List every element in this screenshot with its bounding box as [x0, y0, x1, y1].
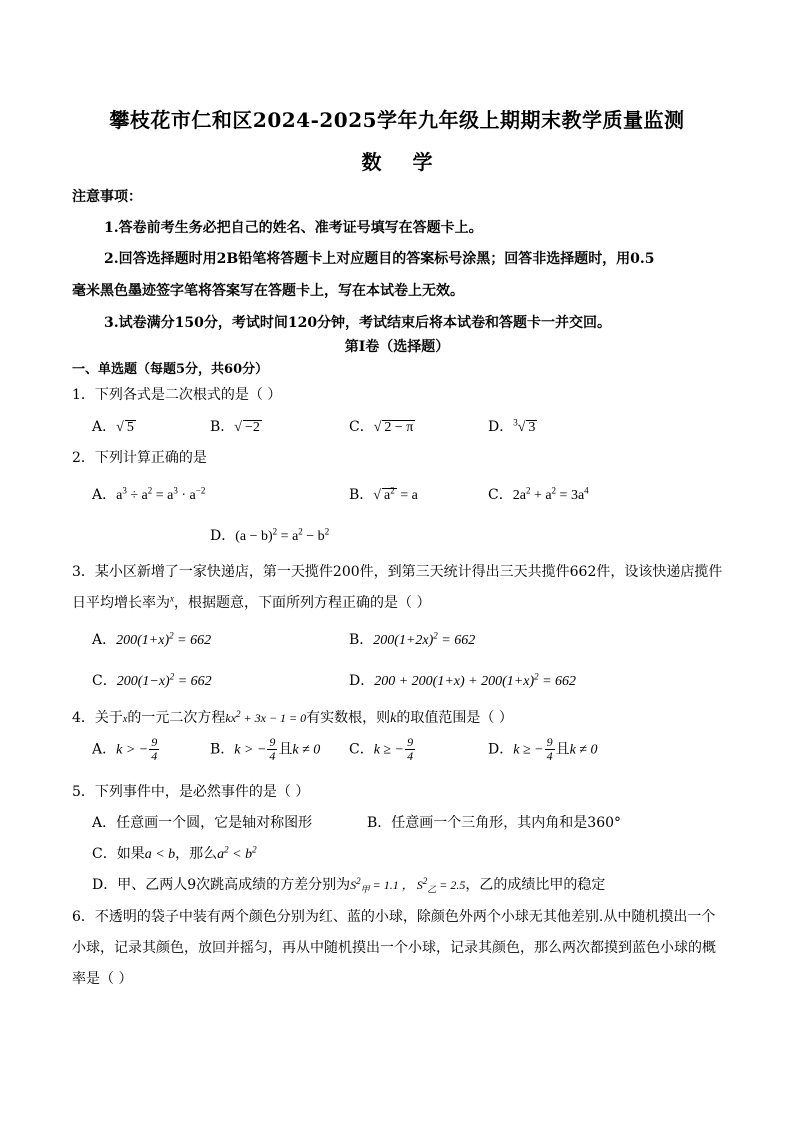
question-2-option-b: B．√ $a^2 = a$	[349, 485, 418, 503]
question-1-stem: 1．下列各式是二次根式的是（ ）	[72, 387, 282, 403]
question-3-option-c: C．$200(1-x)^2 = 662$	[92, 671, 212, 689]
question-2-stem: 2．下列计算正确的是	[72, 450, 207, 466]
question-2-option-c: C．$2a^2 + a^2 = 3a^4$	[488, 485, 589, 503]
question-5-option-b: B．任意画一个三角形，其内角和是360°	[367, 815, 622, 831]
question-3-option-a: A．$200(1+x)^2 = 662$	[92, 630, 212, 648]
section-title: 一、单选题（每题5分，共60分）	[72, 362, 269, 377]
question-1-option-c: C．√ 2 − π	[349, 419, 414, 435]
question-4-option-d: D．k ≥ − $\frac{9}{4}$ 且k ≠ 0	[488, 735, 598, 763]
subject-char-2: 学	[412, 150, 433, 174]
notice-heading: 注意事项：	[72, 189, 142, 205]
question-4-stem: 4．关于x的一元二次方程$kx^2 + 3x - 1 = 0$有实数根，则k的取值范围是（ ）	[72, 709, 513, 726]
notice-item-3: 3.试卷满分150分，考试时间120分钟，考试结束后将本试卷和答题卡一并交回。	[104, 315, 612, 331]
question-1-option-d: D．$^3$√ 3	[488, 417, 536, 435]
question-6-line-2: 小球，记录其颜色，放回并摇匀，再从中随机摸出一个小球，记录其颜色，那么两次都摸到蓝色小球的概	[72, 940, 716, 956]
question-2-option-d: D．$(a - b)^2 = a^2 - b^2$	[210, 526, 330, 544]
question-3-option-d: D．$200 + 200(1+x) + 200(1+x)^2 = 662$	[349, 671, 577, 689]
question-3-option-b: B．$200(1+2x)^2 = 662$	[349, 630, 476, 648]
question-4-option-c: C．k ≥ − $\frac{9}{4}$	[349, 735, 414, 763]
part-title: 第Ⅰ卷（选择题）	[344, 339, 450, 355]
question-1-option-b: B．√ −2	[210, 419, 260, 435]
subject-title	[0, 146, 794, 175]
subject-char-1: 数	[361, 150, 382, 174]
notice-item-1: 1.答卷前考生务必把自己的姓名、准考证号填写在答题卡上。	[104, 220, 483, 236]
exam-title: 攀枝花市仁和区2024-2025学年九年级上期期末教学质量监测	[109, 108, 685, 132]
question-4-option-a: A．k > − $\frac{9}{4}$	[92, 735, 158, 763]
question-5-option-d: D．甲、乙两人9次跳高成绩的方差分别为$S^2_甲 = 1.1$ ， $S^2_乙 = 2.5$，乙的成绩比甲的稳定	[92, 876, 606, 895]
notice-item-2-line-1: 2.回答选择题时用2B铅笔将答题卡上对应题目的答案标号涂黑；回答非选择题时，用0.5	[104, 251, 655, 267]
notice-item-2-line-2: 毫米黑色墨迹签字笔将答案写在答题卡上，写在本试卷上无效。	[72, 283, 464, 299]
question-4-option-b: B．k > − $\frac{9}{4}$ 且k ≠ 0	[210, 735, 321, 763]
question-2-option-a: A．$a^3 \div a^2 = a^3 \cdot a^{-2}$	[92, 485, 206, 503]
question-5-stem: 5．下列事件中，是必然事件的是（ ）	[72, 784, 310, 800]
question-3-stem-line-2: 日平均增长率为$^x$，根据题意，下面所列方程正确的是（ ）	[72, 593, 431, 611]
question-1-option-a: A．√ 5	[92, 419, 134, 435]
question-5-option-a: A．任意画一个圆，它是轴对称图形	[92, 815, 313, 831]
question-6-line-3: 率是（ ）	[72, 971, 133, 987]
question-6-line-1: 6．不透明的袋子中装有两个颜色分别为红、蓝的小球，除颜色外两个小球无其他差别.从中随机摸出一个	[72, 909, 716, 925]
question-3-stem-line-1: 3．某小区新增了一家快递店，第一天揽件200件，到第三天统计得出三天共揽件662件，设该快递店揽件	[72, 564, 723, 580]
question-5-option-c: C．如果a < b，那么$a^2 < b^2$	[92, 844, 257, 862]
